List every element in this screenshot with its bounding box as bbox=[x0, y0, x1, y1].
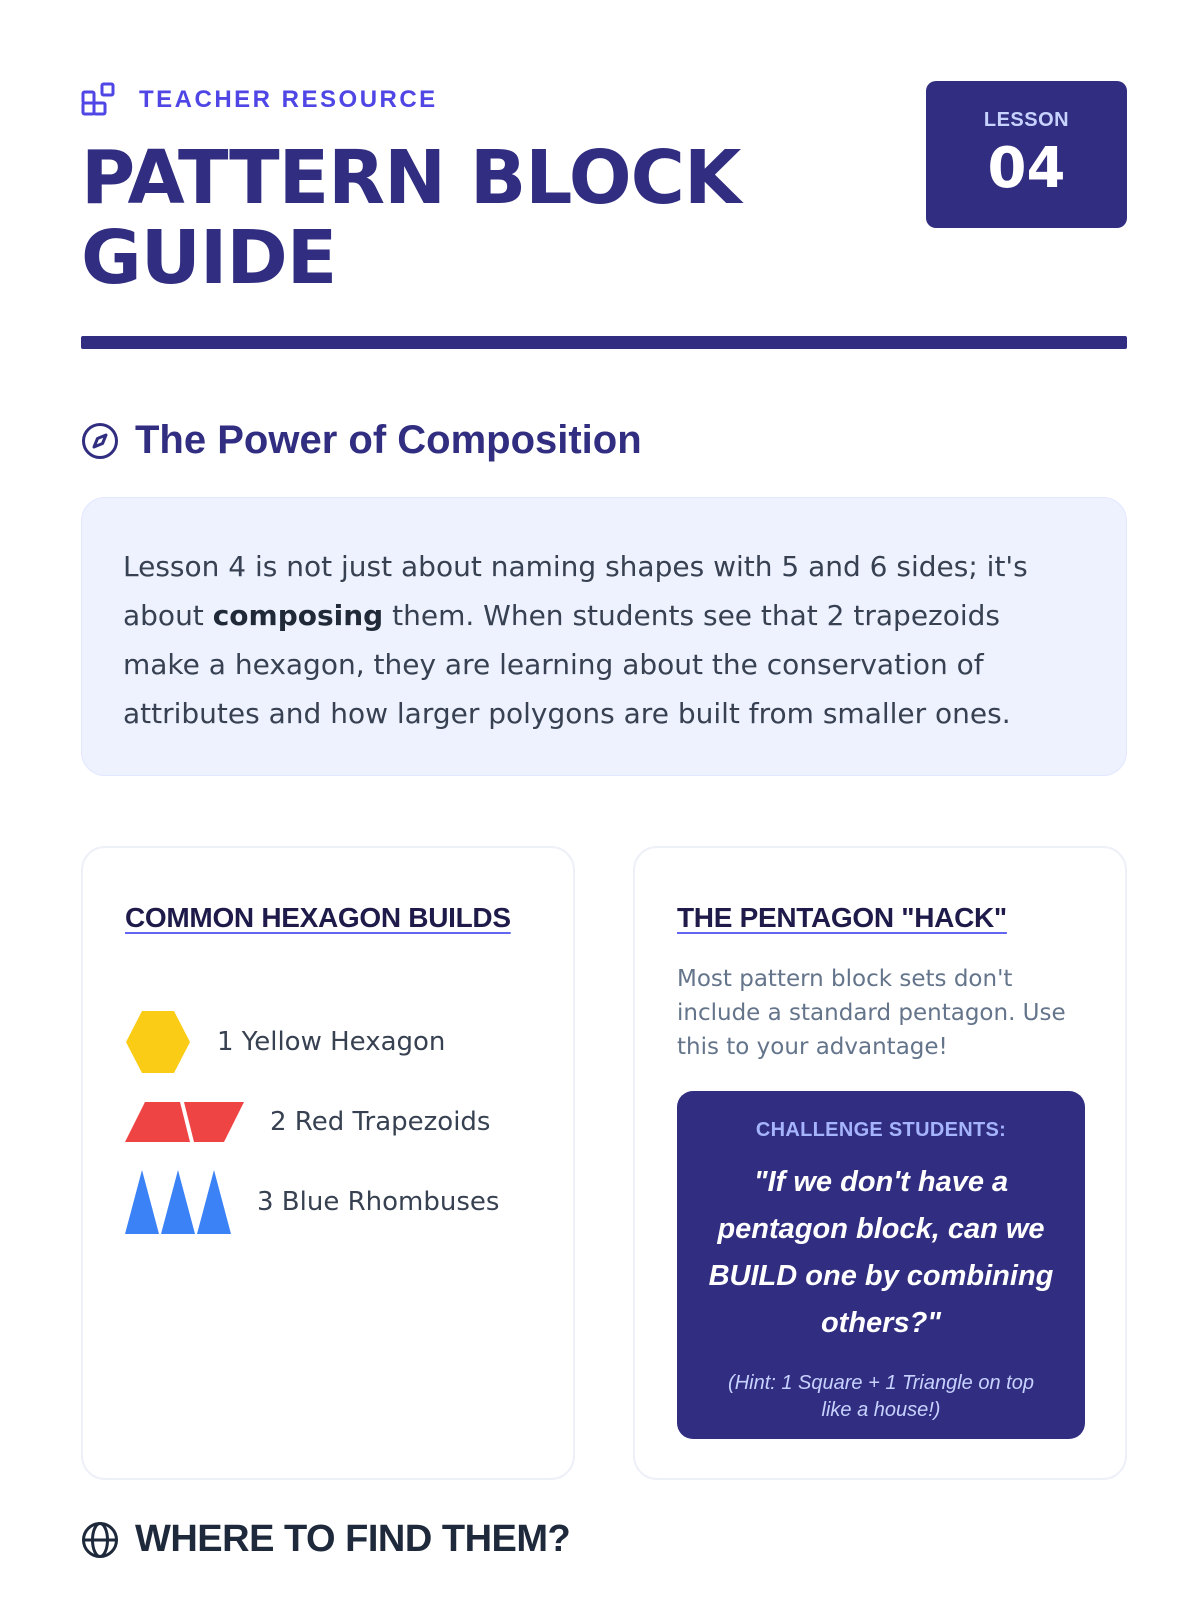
globe-icon bbox=[81, 1521, 119, 1559]
challenge-label: CHALLENGE STUDENTS: bbox=[755, 1119, 1007, 1141]
trapezoid-shape-icon bbox=[125, 1102, 244, 1142]
compass-icon bbox=[81, 422, 119, 460]
hexagon-builds-title: COMMON HEXAGON BUILDS bbox=[125, 902, 511, 933]
challenge-hint: (Hint: 1 Square + 1 Triangle on top like a house!) bbox=[728, 1372, 1034, 1421]
composition-text-part: them. When students see that 2 trapezoids make a hexagon, they are learning about the conservation of attributes and how larger polygons are built from smaller ones. bbox=[123, 599, 1011, 730]
challenge-box bbox=[677, 1091, 1085, 1439]
pentagon-hack-card bbox=[633, 846, 1127, 1480]
find-title: WHERE TO FIND THEM? bbox=[135, 1518, 571, 1560]
lesson-label: LESSON bbox=[983, 109, 1070, 131]
rhombus-shape-icon bbox=[125, 1170, 231, 1234]
title-line-2: GUIDE bbox=[81, 215, 337, 301]
composition-callout bbox=[81, 497, 1127, 776]
build-item-label: 2 Red Trapezoids bbox=[270, 1107, 491, 1137]
build-item-label: 1 Yellow Hexagon bbox=[217, 1027, 446, 1057]
blocks-icon bbox=[81, 82, 117, 118]
build-item-trapezoids bbox=[125, 1090, 499, 1154]
pentagon-hack-description: Most pattern block sets don't include a standard pentagon. Use this to your advantage! bbox=[677, 966, 1066, 1060]
header-divider bbox=[81, 336, 1127, 349]
find-heading bbox=[81, 1518, 570, 1561]
lesson-page bbox=[81, 0, 1127, 1600]
lesson-number: 04 bbox=[987, 136, 1066, 201]
page-title bbox=[81, 135, 861, 301]
challenge-quote: "If we don't have a pentagon block, can we BUILD one by combining others?" bbox=[708, 1166, 1054, 1339]
title-line-1: PATTERN BLOCK bbox=[81, 135, 741, 221]
build-item-hexagon bbox=[125, 1010, 499, 1074]
composition-title: The Power of Composition bbox=[135, 418, 642, 462]
composition-text bbox=[123, 542, 1085, 738]
lesson-badge bbox=[926, 81, 1127, 228]
build-list bbox=[125, 1010, 499, 1250]
eyebrow-label: TEACHER RESOURCE bbox=[139, 86, 438, 113]
build-item-label: 3 Blue Rhombuses bbox=[257, 1187, 500, 1217]
eyebrow bbox=[81, 82, 438, 118]
hexagon-builds-card bbox=[81, 846, 575, 1480]
composition-emphasis: composing bbox=[212, 599, 384, 632]
pentagon-hack-title: THE PENTAGON "HACK" bbox=[677, 902, 1007, 933]
composition-text-part: Lesson 4 is not just about naming shapes with 5 and 6 sides; it's about bbox=[123, 550, 1028, 632]
hexagon-shape-icon bbox=[125, 1009, 191, 1075]
build-item-rhombuses bbox=[125, 1170, 499, 1234]
composition-heading bbox=[81, 418, 642, 463]
